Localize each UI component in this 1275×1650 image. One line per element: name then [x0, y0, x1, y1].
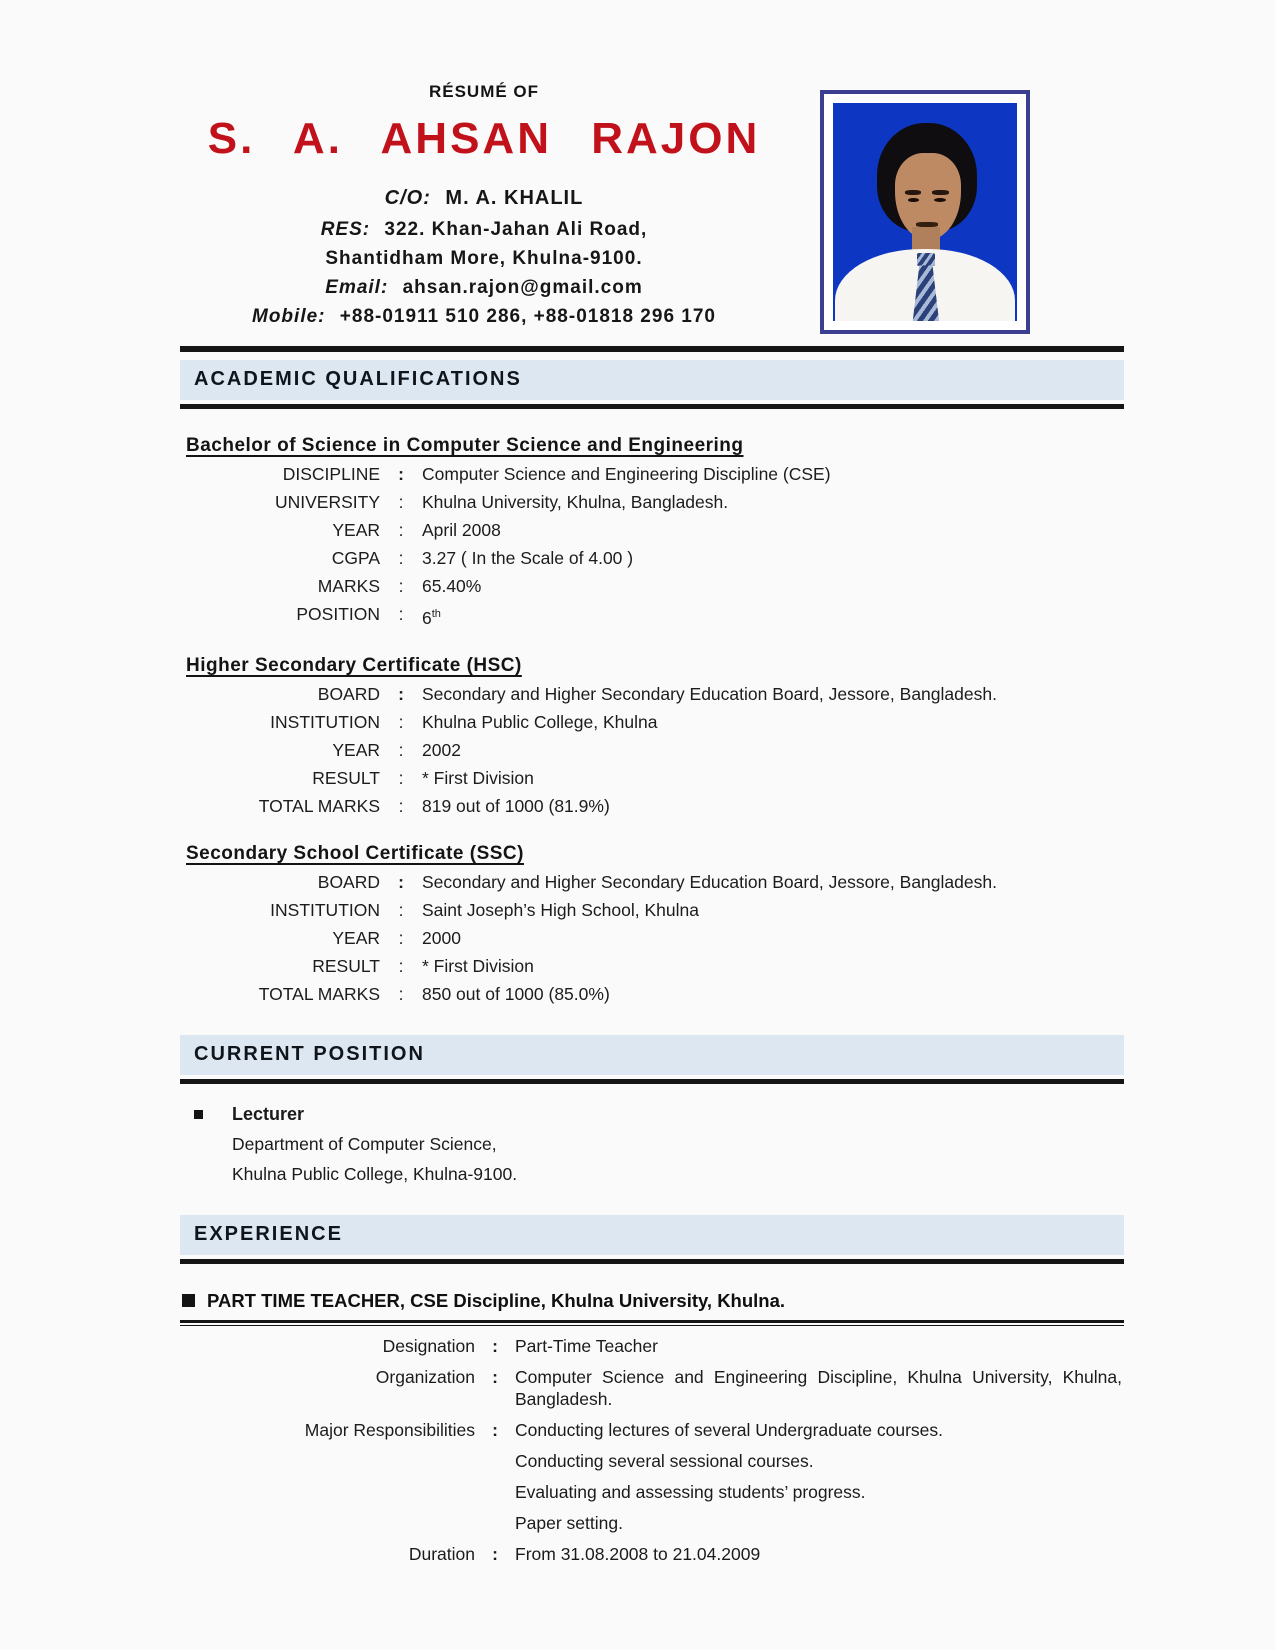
field-label: RESULT [312, 767, 380, 788]
field-label: RESULT [312, 955, 380, 976]
field-label: CGPA [331, 548, 380, 568]
field-colon [475, 1512, 515, 1534]
field-value: Conducting lectures of several Undergraduate courses. [515, 1419, 944, 1440]
field-label: YEAR [332, 927, 380, 948]
residence-line-2: Shantidham More, Khulna-9100. [325, 248, 643, 269]
experience-job-heading: PART TIME TEACHER, CSE Discipline, Khulna University, Khulna. [207, 1289, 786, 1311]
table-row [180, 956, 1124, 977]
field-colon: : [398, 576, 404, 596]
header-contact-block [180, 82, 788, 334]
field-colon: : [398, 464, 404, 484]
email-label: Email: [325, 277, 389, 298]
portrait-eyebrow-right [932, 190, 949, 194]
portrait-eyebrow-left [905, 190, 922, 194]
field-colon [475, 1481, 515, 1503]
portrait-tie-knot [917, 253, 935, 266]
field-value: Computer Science and Engineering Discipline, Khulna University, Khulna, Bangladesh. [515, 1366, 1122, 1409]
field-value: Khulna University, Khulna, Bangladesh. [422, 492, 729, 512]
field-value: Khulna Public College, Khulna [422, 711, 658, 732]
field-value [422, 604, 1124, 629]
field-value: * First Division [422, 767, 534, 788]
field-label: POSITION [296, 604, 380, 624]
table-row [180, 520, 1124, 541]
care-of-label: C/O: [384, 187, 431, 209]
email-line [180, 273, 788, 302]
square-bullet-icon [194, 1110, 203, 1119]
field-value: Conducting several sessional courses. [515, 1450, 814, 1471]
portrait-eye-right [934, 198, 946, 202]
degree-heading-hsc: Higher Secondary Certificate (HSC) [186, 654, 522, 676]
table-row [180, 684, 1124, 705]
degree-heading-ssc: Secondary School Certificate (SSC) [186, 842, 524, 864]
portrait-eye-left [908, 198, 920, 202]
experience-job-heading-row [180, 1290, 1124, 1320]
residence-line [180, 215, 788, 244]
field-colon: : [398, 711, 404, 732]
academic-bar-rule [180, 404, 1124, 409]
field-value: 2000 [422, 927, 461, 948]
care-of-line [180, 184, 788, 213]
degree-heading-bsc: Bachelor of Science in Computer Science and Engineering [186, 435, 744, 456]
current-position-item [180, 1104, 1124, 1125]
field-colon: : [492, 1366, 498, 1387]
mobile-line [180, 302, 788, 331]
current-job-dept: Department of Computer Science, [232, 1133, 497, 1154]
residence-value-1: 322. Khan-Jahan Ali Road, [384, 219, 648, 240]
contact-info [180, 184, 788, 331]
table-row [180, 796, 1124, 817]
field-value: Secondary and Higher Secondary Education Board, Jessore, Bangladesh. [422, 871, 997, 892]
field-colon: : [398, 767, 404, 788]
table-row [180, 1419, 1124, 1441]
field-value: Evaluating and assessing students’ progress. [515, 1481, 866, 1502]
table-row [180, 712, 1124, 733]
field-value: 2002 [422, 739, 461, 760]
field-colon: : [492, 1335, 498, 1356]
field-label: INSTITUTION [270, 711, 380, 732]
table-row [180, 548, 1124, 569]
field-label [180, 1512, 475, 1534]
field-label: YEAR [332, 520, 380, 540]
table-row [180, 900, 1124, 921]
field-colon: : [398, 927, 404, 948]
field-colon: : [398, 795, 404, 816]
field-label: INSTITUTION [270, 899, 380, 920]
field-value: 3.27 ( In the Scale of 4.00 ) [422, 548, 634, 568]
field-colon: : [398, 548, 404, 568]
table-row [180, 768, 1124, 789]
residence-label: RES: [320, 219, 371, 240]
portrait-photo [820, 90, 1030, 334]
field-label: Organization [375, 1366, 475, 1387]
field-label [180, 1450, 475, 1472]
field-colon [475, 1450, 515, 1472]
field-value: * First Division [422, 955, 534, 976]
field-value: Secondary and Higher Secondary Education Board, Jessore, Bangladesh. [422, 683, 997, 704]
position-ordinal-suffix: th [431, 608, 441, 620]
field-label: TOTAL MARKS [258, 795, 380, 816]
field-colon: : [398, 983, 404, 1004]
field-colon: : [492, 1543, 498, 1564]
experience-bar-rule [180, 1259, 1124, 1264]
resume-of-label: RÉSUMÉ OF [428, 82, 540, 101]
table-row [180, 604, 1124, 629]
table-row [180, 872, 1124, 893]
portrait-mustache [916, 222, 938, 227]
table-row [180, 1512, 1124, 1534]
position-number: 6 [422, 607, 432, 628]
field-colon: : [398, 871, 404, 892]
field-value: Paper setting. [515, 1512, 623, 1533]
field-value: April 2008 [422, 520, 501, 540]
field-label: Designation [382, 1335, 475, 1356]
field-colon: : [398, 683, 404, 704]
header-divider-rule [180, 346, 1124, 352]
section-title-current-position: CURRENT POSITION [180, 1035, 1124, 1075]
field-value: Computer Science and Engineering Discipline (CSE) [422, 464, 831, 484]
current-position-bar-rule [180, 1079, 1124, 1084]
field-label: MARKS [317, 576, 380, 596]
field-colon: : [492, 1419, 498, 1440]
field-label: BOARD [317, 871, 380, 892]
candidate-name: S. A. AHSAN RAJON [207, 114, 761, 163]
field-value: 850 out of 1000 (85.0%) [422, 983, 610, 1004]
field-label: YEAR [332, 739, 380, 760]
field-label: Major Responsibilities [304, 1419, 475, 1440]
table-row [180, 492, 1124, 513]
table-row [180, 740, 1124, 761]
table-row [180, 576, 1124, 597]
table-row [180, 984, 1124, 1005]
current-job-title: Lecturer [232, 1103, 305, 1124]
field-colon: : [398, 739, 404, 760]
field-label: Duration [408, 1543, 475, 1564]
mobile-label: Mobile: [252, 306, 326, 327]
field-value: Part-Time Teacher [515, 1335, 658, 1356]
table-row [180, 1450, 1124, 1472]
experience-heading-rule [180, 1320, 1124, 1326]
field-label: UNIVERSITY [274, 492, 380, 512]
table-row [180, 1543, 1124, 1565]
field-label: DISCIPLINE [282, 464, 380, 484]
field-colon: : [398, 492, 404, 512]
square-bullet-icon [182, 1294, 195, 1307]
mobile-value: +88-01911 510 286, +88-01818 296 170 [339, 306, 716, 327]
field-value: From 31.08.2008 to 21.04.2009 [515, 1543, 761, 1564]
field-colon: : [398, 520, 404, 540]
table-row [180, 464, 1124, 485]
table-row [180, 1335, 1124, 1357]
table-row [180, 1366, 1124, 1410]
field-label: TOTAL MARKS [258, 983, 380, 1004]
field-value: Saint Joseph’s High School, Khulna [422, 899, 699, 920]
current-job-institution: Khulna Public College, Khulna-9100. [232, 1163, 518, 1184]
field-label [180, 1481, 475, 1503]
header [180, 0, 1124, 334]
email-value: ahsan.rajon@gmail.com [402, 277, 643, 298]
care-of-value: M. A. KHALIL [445, 187, 584, 209]
field-value: 819 out of 1000 (81.9%) [422, 795, 610, 816]
field-value: 65.40% [422, 576, 482, 596]
portrait-photo-canvas [833, 103, 1017, 321]
table-row [180, 928, 1124, 949]
section-title-experience: EXPERIENCE [180, 1215, 1124, 1255]
section-title-academic: ACADEMIC QUALIFICATIONS [180, 360, 1124, 400]
field-label: BOARD [317, 683, 380, 704]
table-row [180, 1481, 1124, 1503]
field-colon: : [398, 955, 404, 976]
field-colon: : [398, 899, 404, 920]
field-colon: : [398, 604, 404, 624]
resume-page [180, 0, 1124, 1565]
